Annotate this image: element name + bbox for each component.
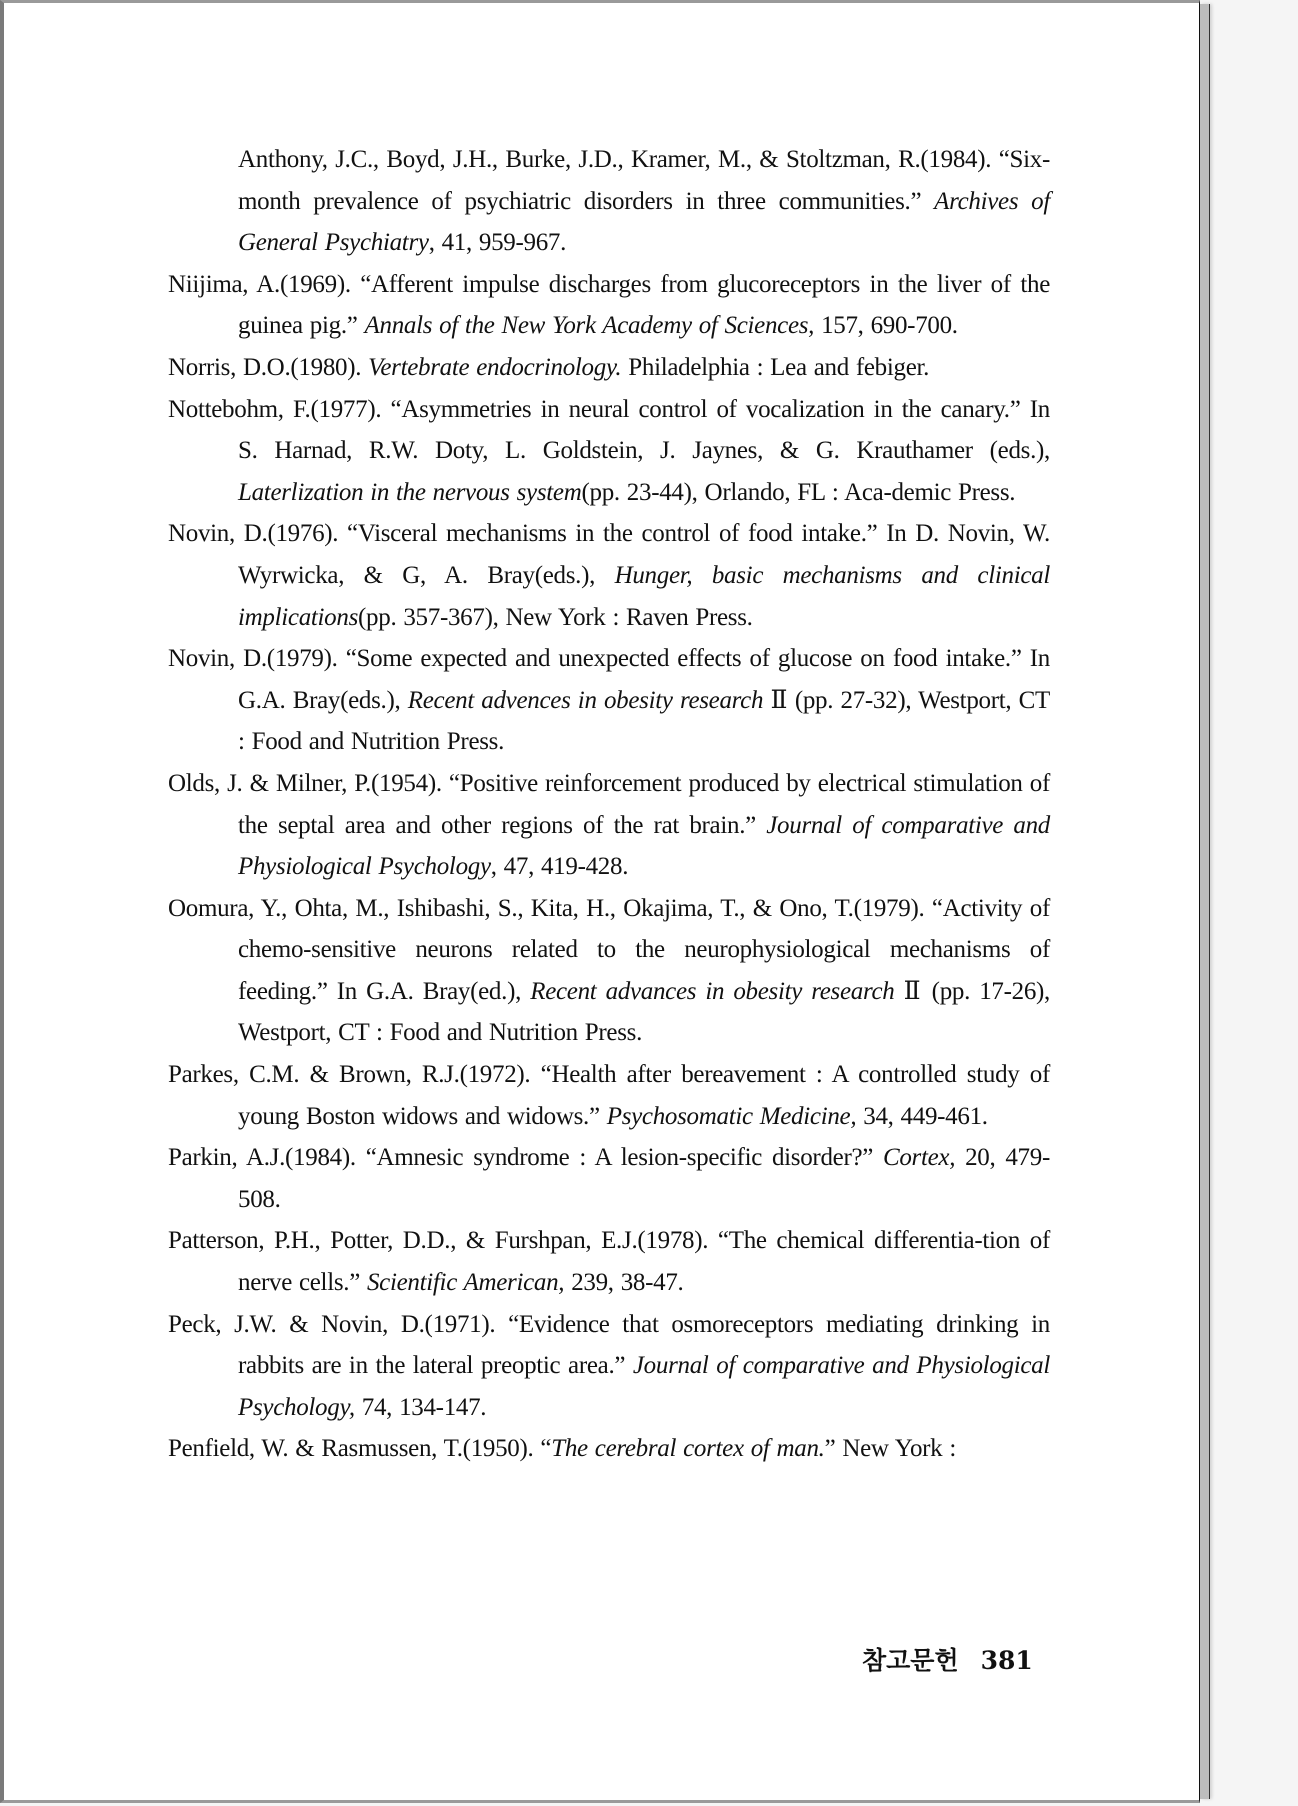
- reference-list: [168, 139, 1050, 1470]
- reference-entry: [168, 1137, 1050, 1220]
- reference-text: Ⅱ (pp. 27-32), Westport, CT : Food and Nutrition Press.: [238, 686, 1050, 756]
- reference-text: (pp. 357-367), New York : Raven Press.: [358, 603, 753, 631]
- reference-text: 20, 479-508.: [238, 1144, 1050, 1213]
- reference-text: Olds, J. & Milner, P.(1954). “Positive reinforcement produced by electrical stimulation of the septal area and other regions of the rat brain.”: [168, 769, 1050, 839]
- reference-entry: [168, 1428, 1050, 1470]
- reference-text: Niijima, A.(1969). “Afferent impulse discharges from glucoreceptors in the liver of the guinea pig.”: [168, 270, 1050, 340]
- reference-entry: [168, 264, 1050, 347]
- reference-text: 34, 449-461.: [856, 1102, 988, 1130]
- reference-source-title: Vertebrate endocrinology.: [368, 353, 622, 381]
- reference-source-title: Annals of the New York Academy of Sciences,: [364, 312, 815, 340]
- reference-entry: [168, 139, 1050, 264]
- page-number: 381: [980, 1646, 1033, 1675]
- reference-text: Penfield, W. & Rasmussen, T.(1950). “: [168, 1435, 552, 1463]
- reference-text: Parkin, A.J.(1984). “Amnesic syndrome : A lesion-specific disorder?”: [168, 1144, 883, 1172]
- reference-text: Novin, D.(1976). “Visceral mechanisms in the control of food intake.” In D. Novin, W. Wyrwicka, & G, A. Bray(eds.),: [168, 520, 1050, 589]
- reference-text: Philadelphia : Lea and febiger.: [621, 353, 930, 381]
- reference-text: Patterson, P.H., Potter, D.D., & Furshpan, E.J.(1978). “The chemical differentia-tion of nerve cells.”: [168, 1227, 1050, 1297]
- reference-text: Ⅱ (pp. 17-26), Westport, CT : Food and Nutrition Press.: [238, 977, 1050, 1047]
- reference-source-title: Laterlization in the nervous system: [238, 478, 582, 506]
- reference-source-title: Cortex,: [882, 1144, 956, 1172]
- reference-entry: [168, 763, 1050, 888]
- page-footer: [862, 1641, 1033, 1677]
- reference-text: ” New York :: [824, 1435, 956, 1463]
- reference-entry: [168, 513, 1050, 638]
- reference-text: Anthony, J.C., Boyd, J.H., Burke, J.D., Kramer, M., & Stoltzman, R.(1984). “Six-month prevalence of psychiatric disorders in three communities.”: [238, 146, 1050, 215]
- reference-text: , 47, 419-428.: [490, 853, 629, 881]
- reference-entry: [168, 389, 1050, 514]
- reference-source-title: The cerebral cortex of man.: [551, 1435, 825, 1463]
- reference-entry: [168, 638, 1050, 763]
- reference-source-title: Recent advances in obesity research: [530, 977, 895, 1005]
- reference-entry: [168, 1054, 1050, 1137]
- reference-text: 157, 690-700.: [814, 312, 958, 340]
- reference-text: Norris, D.O.(1980).: [168, 353, 369, 381]
- reference-text: Parkes, C.M. & Brown, R.J.(1972). “Health after bereavement : A controlled study of young Boston widows and widows.”: [168, 1061, 1050, 1130]
- reference-source-title: Recent advences in obesity research: [407, 686, 764, 714]
- reference-text: Nottebohm, F.(1977). “Asymmetries in neural control of vocalization in the canary.” In S. Harnad, R.W. Doty, L. Goldstein, J. Jaynes, & G. Krauthamer (eds.),: [168, 395, 1050, 465]
- page-edge-shadow: [1200, 4, 1210, 1799]
- reference-text: Novin, D.(1979). “Some expected and unexpected effects of glucose on food intake.” In G.A. Bray(eds.),: [168, 645, 1050, 714]
- reference-source-title: Psychosomatic Medicine,: [606, 1102, 857, 1130]
- reference-text: (pp. 23-44), Orlando, FL : Aca-demic Press.: [581, 478, 1016, 506]
- reference-entry: [168, 1304, 1050, 1429]
- reference-text: Peck, J.W. & Novin, D.(1971). “Evidence that osmoreceptors mediating drinking in rabbits are in the lateral preoptic area.”: [168, 1310, 1050, 1380]
- reference-text: 74, 134-147.: [354, 1393, 487, 1421]
- reference-text: , 41, 959-967.: [428, 229, 567, 257]
- section-title: 참고문헌: [862, 1646, 959, 1675]
- reference-source-title: Hunger, basic mechanisms and clinical implications: [238, 561, 1050, 631]
- reference-entry: [168, 1220, 1050, 1303]
- reference-entry: [168, 347, 1050, 389]
- reference-text: 239, 38-47.: [564, 1269, 684, 1297]
- reference-source-title: Archives of General Psychiatry: [238, 187, 1050, 257]
- reference-source-title: Scientific American,: [366, 1269, 565, 1297]
- reference-entry: [168, 888, 1050, 1054]
- reference-text: Oomura, Y., Ohta, M., Ishibashi, S., Kita, H., Okajima, T., & Ono, T.(1979). “Activity of chemo-sensitive neurons related to the neurophysiological mechanisms of feeding.” In G.A. Bray(ed.),: [168, 894, 1050, 1005]
- reference-source-title: Journal of comparative and Physiological Psychology,: [238, 1352, 1051, 1421]
- reference-source-title: Journal of comparative and Physiological Psychology: [238, 811, 1050, 881]
